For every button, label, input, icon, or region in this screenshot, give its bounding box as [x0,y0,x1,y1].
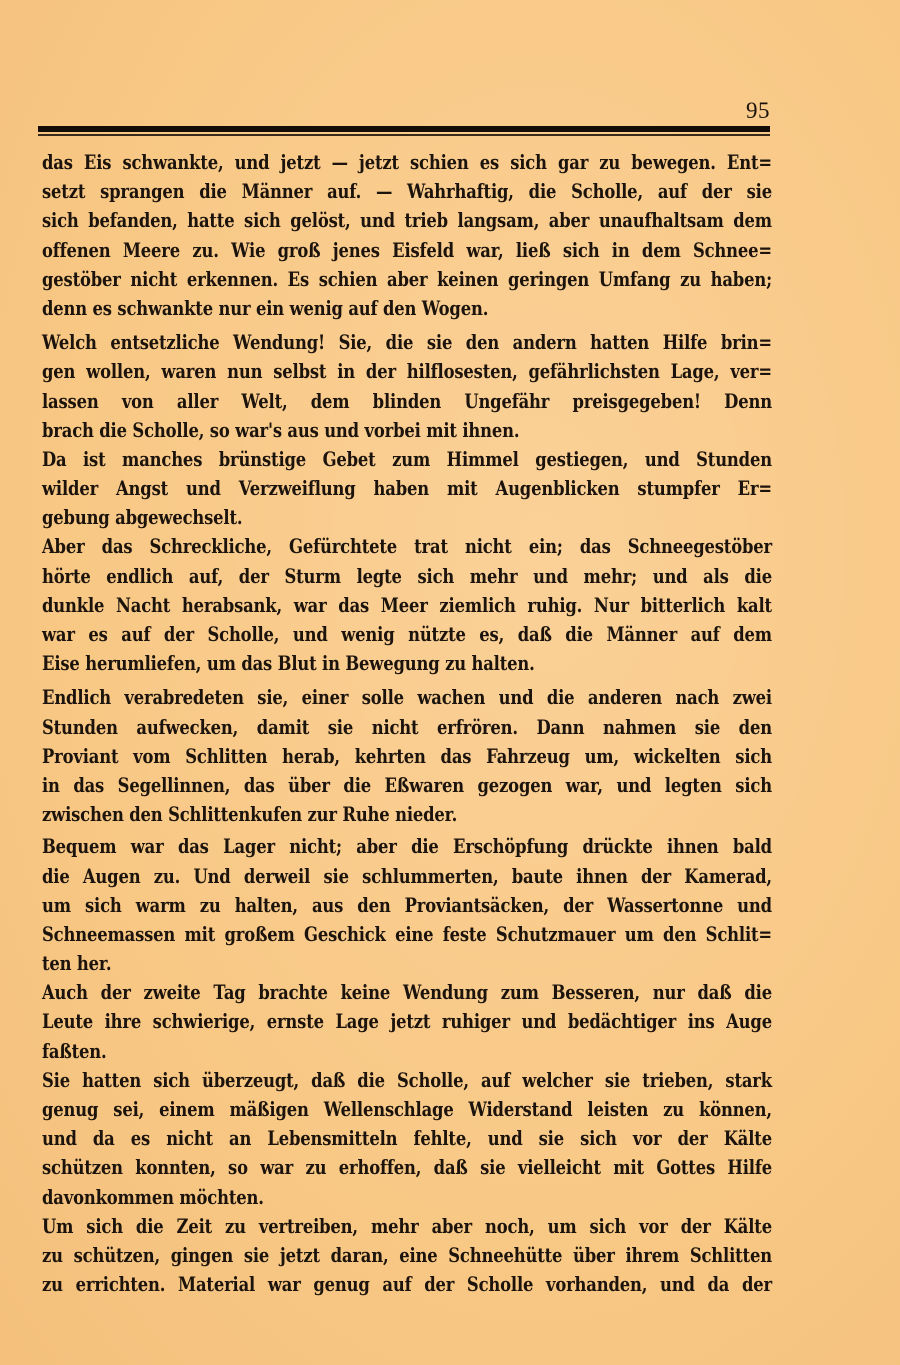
text-line: denn es schwankte nur ein wenig auf den Wogen. [42,296,489,320]
text-line: Welch entsetzliche Wendung! Sie, die sie den andern hatten Hilfe brin= [42,331,772,355]
text-line: Stunden aufwecken, damit sie nicht erfrören. Dann nahmen sie den [42,715,772,739]
text-line: Auch der zweite Tag brachte keine Wendung zum Besseren, nur daß die [42,981,772,1005]
header-rule [38,126,770,136]
text-line: offenen Meere zu. Wie groß jenes Eisfeld war, ließ sich in dem Schnee= [42,238,772,262]
paragraph [42,1212,772,1300]
text-line: gestöber nicht erkennen. Es schien aber keinen geringen Umfang zu haben; [42,267,772,291]
text-line: Um sich die Zeit zu vertreiben, mehr aber noch, um sich vor der Kälte [42,1214,772,1238]
text-line: Schneemassen mit großem Geschick eine feste Schutzmauer um den Schlit= [42,922,772,946]
text-line: zwischen den Schlittenkufen zur Ruhe nieder. [42,803,458,827]
text-line: zu schützen, gingen sie jetzt daran, eine Schneehütte über ihrem Schlitten [42,1243,772,1267]
body-text [42,148,772,1299]
paragraph [42,978,772,1066]
text-line: wilder Angst und Verzweiflung haben mit Augenblicken stumpfer Er= [42,477,772,501]
text-line: Sie hatten sich überzeugt, daß die Scholle, auf welcher sie trieben, stark [42,1068,772,1092]
text-line: und da es nicht an Lebensmitteln fehlte, und sie sich vor der Kälte [42,1127,772,1151]
text-line: Da ist manches brünstige Gebet zum Himmel gestiegen, und Stunden [42,447,772,471]
text-line: die Augen zu. Und derweil sie schlummerten, baute ihnen der Kamerad, [42,864,772,888]
text-line: Eise herumliefen, um das Blut in Bewegung zu halten. [42,652,535,676]
text-line: Leute ihre schwierige, ernste Lage jetzt ruhiger und bedächtiger ins Auge [42,1010,772,1034]
text-line: gen wollen, waren nun selbst in der hilflosesten, gefährlichsten Lage, ver= [42,360,772,384]
text-line: war es auf der Scholle, und wenig nützte es, daß die Männer auf dem [42,623,772,646]
text-line: davonkommen möchten. [42,1185,264,1209]
header-rule-thick [38,126,770,132]
paragraph [42,148,772,323]
paragraph [42,1066,772,1212]
text-line: schützen konnten, so war zu erhoffen, daß sie vielleicht mit Gottes Hilfe [42,1156,772,1180]
text-line: lassen von aller Welt, dem blinden Ungefähr preisgegeben! Denn [42,389,772,413]
text-line: das Eis schwankte, und jetzt — jetzt schien es sich gar zu bewegen. Ent= [42,151,772,174]
paragraph [42,532,772,678]
text-line: brach die Scholle, so war's aus und vorbei mit ihnen. [42,418,520,442]
text-line: genug sei, einem mäßigen Wellenschlage Widerstand leisten zu können, [42,1098,772,1121]
text-line: sich befanden, hatte sich gelöst, und trieb langsam, aber unaufhaltsam dem [42,209,772,233]
text-line: Bequem war das Lager nicht; aber die Erschöpfung drückte ihnen bald [42,835,772,859]
text-line: dunkle Nacht herabsank, war das Meer ziemlich ruhig. Nur bitterlich kalt [42,593,772,617]
text-line: setzt sprangen die Männer auf. — Wahrhaftig, die Scholle, auf der sie [42,180,772,204]
paragraph [42,328,772,445]
text-line: Endlich verabredeten sie, einer solle wachen und die anderen nach zwei [42,686,772,710]
header-rule-thin [38,134,770,136]
paragraph [42,445,772,533]
text-line: faßten. [42,1039,107,1063]
text-line: Aber das Schreckliche, Gefürchtete trat nicht ein; das Schneegestöber [42,535,772,559]
text-line: in das Segellinnen, das über die Eßwaren gezogen war, und legten sich [42,773,772,797]
text-line: gebung abgewechselt. [42,506,243,530]
text-line: zu errichten. Material war genug auf der Scholle vorhanden, und da der [42,1273,772,1297]
page-number: 95 [746,98,770,123]
text-line: Proviant vom Schlitten herab, kehrten das Fahrzeug um, wickelten sich [42,744,772,768]
text-line: um sich warm zu halten, aus den Proviantsäcken, der Wassertonne und [42,893,772,917]
paragraph [42,832,772,978]
text-line: ten her. [42,952,112,976]
text-line: hörte endlich auf, der Sturm legte sich mehr und mehr; und als die [42,564,772,588]
paragraph [42,683,772,829]
